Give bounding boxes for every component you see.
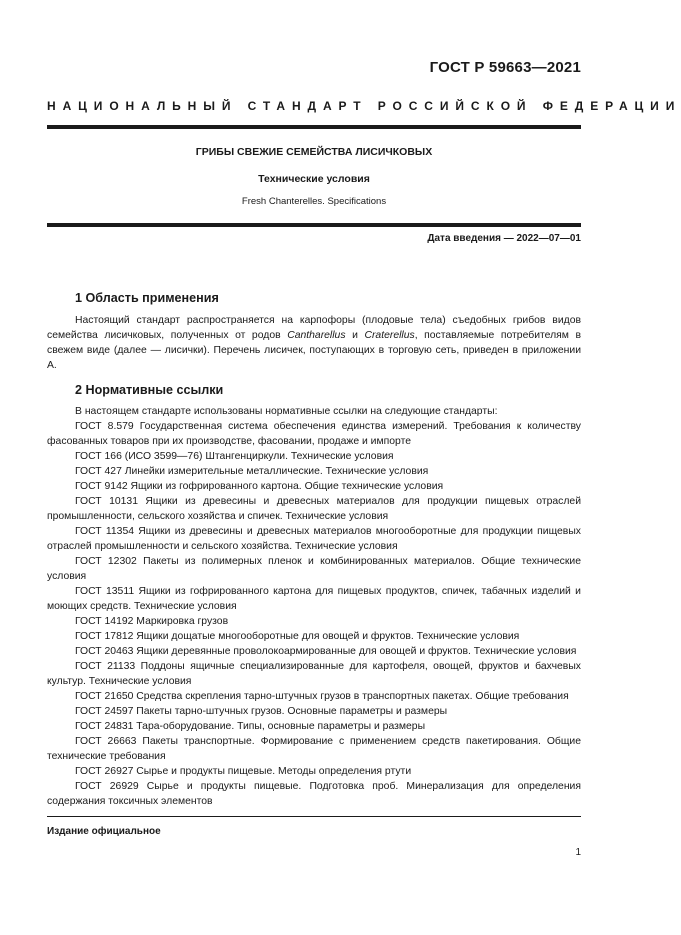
reference-item: ГОСТ 166 (ИСО 3599—76) Штангенциркули. Технические условия <box>75 451 394 462</box>
official-edition-label: Издание официальное <box>47 826 161 837</box>
reference-item: ГОСТ 13511 Ящики из гофрированного картона для пищевых продуктов, спичек, табачных изделий и моющих средств. Технические условия <box>47 586 581 612</box>
reference-item: ГОСТ 12302 Пакеты из полимерных пленок и комбинированных материалов. Общие технические условия <box>47 556 581 582</box>
genus-craterellus: Craterellus <box>364 330 415 341</box>
scope-paragraph <box>47 313 581 373</box>
reference-item: ГОСТ 21133 Поддоны ящичные специализированные для картофеля, овощей, фруктов и бахчевых культур. Технические условия <box>47 661 581 687</box>
reference-item: ГОСТ 8.579 Государственная система обеспечения единства измерений. Требования к количеству фасованных товаров при их производстве, фасовании, продаже и импорте <box>47 421 581 447</box>
introduction-date: Дата введения — 2022—07—01 <box>427 233 581 244</box>
reference-item: ГОСТ 11354 Ящики из древесины и древесных материалов многооборотные для продукции пищевых отраслей промышленности и сельского хозяйства. Технические условия <box>47 526 581 552</box>
reference-item: ГОСТ 17812 Ящики дощатые многооборотные для овощей и фруктов. Технические условия <box>75 631 520 642</box>
document-body <box>47 289 581 809</box>
national-standard-heading: НАЦИОНАЛЬНЫЙ СТАНДАРТ РОССИЙСКОЙ ФЕДЕРАЦИИ <box>47 99 681 113</box>
top-rule <box>47 125 581 129</box>
reference-item: ГОСТ 427 Линейки измерительные металлические. Технические условия <box>75 466 429 477</box>
scope-text-c: , поставляемые потребителям в свежем виде (далее — лисички). Перечень лисичек, поступающих в торговую сеть, приведен в приложении А. <box>47 330 581 371</box>
footer-rule <box>47 816 581 817</box>
reference-item: ГОСТ 26663 Пакеты транспортные. Формирование с применением средств пакетирования. Общие технические требования <box>47 736 581 762</box>
genus-cantharellus: Cantharellus <box>287 330 346 341</box>
references-list <box>47 419 581 809</box>
scope-text-b: и <box>345 330 365 341</box>
reference-item: ГОСТ 14192 Маркировка грузов <box>75 616 229 627</box>
standard-subtitle: Технические условия <box>258 173 370 185</box>
reference-item: ГОСТ 24597 Пакеты тарно-штучных грузов. Основные параметры и размеры <box>75 706 448 717</box>
reference-item: ГОСТ 24831 Тара-оборудование. Типы, основные параметры и размеры <box>75 721 426 732</box>
english-title: Fresh Chanterelles. Specifications <box>241 196 387 207</box>
section-heading-references: 2 Нормативные ссылки <box>75 383 224 397</box>
bottom-rule <box>47 223 581 227</box>
section-heading-scope: 1 Область применения <box>75 291 219 305</box>
page-number: 1 <box>575 847 581 858</box>
references-intro: В настоящем стандарте использованы нормативные ссылки на следующие стандарты: <box>75 406 498 417</box>
scope-text-a: Настоящий стандарт распространяется на карпофоры (плодовые тела) съедобных грибов видов семейства лисичковых, полученных от родов <box>47 315 581 341</box>
standard-title: ГРИБЫ СВЕЖИЕ СЕМЕЙСТВА ЛИСИЧКОВЫХ <box>195 146 433 158</box>
reference-item: ГОСТ 20463 Ящики деревянные проволокоармированные для овощей и фруктов. Технические условия <box>75 646 577 657</box>
document-number: ГОСТ Р 59663—2021 <box>429 59 581 76</box>
reference-item: ГОСТ 26929 Сырье и продукты пищевые. Подготовка проб. Минерализация для определения содержания токсичных элементов <box>47 781 581 807</box>
reference-item: ГОСТ 10131 Ящики из древесины и древесных материалов для продукции пищевых отраслей промышленности, сельского хозяйства и спичек. Технические условия <box>47 496 581 522</box>
reference-item: ГОСТ 21650 Средства скрепления тарно-штучных грузов в транспортных пакетах. Общие требования <box>75 691 569 702</box>
reference-item: ГОСТ 26927 Сырье и продукты пищевые. Методы определения ртути <box>75 766 412 777</box>
reference-item: ГОСТ 9142 Ящики из гофрированного картона. Общие технические условия <box>75 481 444 492</box>
